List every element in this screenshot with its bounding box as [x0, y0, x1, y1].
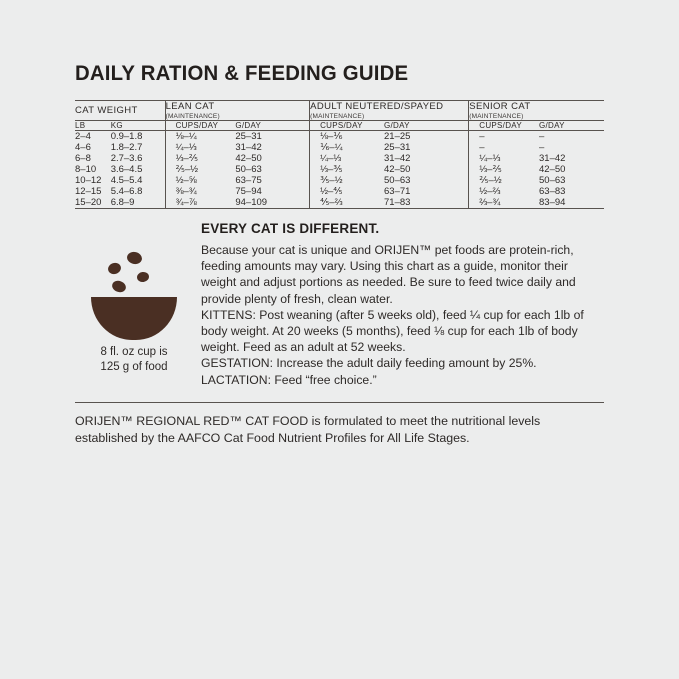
cell-lean-g: 75–94 — [235, 186, 262, 197]
kibble-icon — [107, 261, 123, 275]
cell-senior-g: 83–94 — [539, 197, 566, 208]
table-row — [75, 153, 604, 164]
cell-lean-cups: ⅜–¾ — [165, 186, 235, 197]
group-header-adult-neutered-spayed: ADULT NEUTERED/SPAYED (MAINTENANCE) — [310, 101, 469, 121]
column-header-adult-g-day: G/DAY — [384, 121, 469, 131]
group-header-lean-cat: LEAN CAT (MAINTENANCE) — [165, 101, 310, 121]
cell-senior-cups: ½–⅔ — [469, 186, 539, 197]
cell-adult-cups: ⅘–⅔ — [310, 197, 384, 209]
table-row — [75, 131, 604, 143]
cell-kg: 4.5–5.4 — [110, 175, 143, 186]
cell-senior-cups: – — [469, 131, 539, 143]
cell-senior-g: – — [539, 131, 604, 143]
cell-lb: 2–4 — [75, 131, 111, 143]
cell-senior-g: 31–42 — [539, 153, 566, 164]
cell-senior-cups: ⅖–½ — [469, 175, 539, 186]
cell-lean-g: 42–50 — [235, 153, 262, 164]
cell-lean-g: 94–109 — [235, 197, 268, 208]
every-cat-paragraph: Because your cat is unique and ORIJEN™ pet foods are protein-rich, feeding amounts may vary. Using this chart as a guide, monitor their weight and adjust portions as needed. Be sure to feed twice daily and provide plenty of fresh, clean water. — [201, 243, 576, 306]
cell-lean-g: 25–31 — [235, 131, 309, 143]
daily-ration-table — [75, 100, 604, 209]
column-header-senior-g-day: G/DAY — [539, 121, 604, 131]
cell-lean-cups: ⅖–½ — [165, 164, 235, 175]
cell-adult-g: 42–50 — [384, 164, 411, 175]
gestation-paragraph: GESTATION: Increase the adult daily feeding amount by 25%. — [201, 356, 537, 371]
cell-lb: 10–12 — [75, 175, 102, 186]
footer-divider — [75, 402, 604, 403]
cell-lean-cups: ¼–⅓ — [165, 142, 235, 153]
cell-lean-cups: ⅛–¼ — [165, 131, 235, 143]
lactation-paragraph: LACTATION: Feed “free choice.” — [201, 372, 377, 387]
cup-measure-line1: 8 fl. oz cup is — [100, 346, 168, 358]
cell-senior-cups: ⅔–¾ — [469, 197, 539, 209]
cell-lean-cups: ½–⅝ — [165, 175, 235, 186]
cell-adult-g: 50–63 — [384, 175, 411, 186]
column-header-lb: LB — [75, 121, 111, 131]
kibble-icon — [136, 271, 149, 283]
table-row — [75, 186, 604, 197]
cell-lb: 6–8 — [75, 153, 91, 164]
cell-senior-cups: ¼–⅓ — [469, 153, 539, 164]
cell-kg: 5.4–6.8 — [110, 186, 143, 197]
column-header-lean-g-day: G/DAY — [235, 121, 309, 131]
cell-adult-cups: ⅛–⅙ — [310, 131, 384, 143]
group-header-cat-weight: CAT WEIGHT — [75, 101, 165, 121]
every-cat-section — [75, 221, 604, 388]
cell-adult-cups: ⅓–⅗ — [310, 164, 384, 175]
cup-measure-line2: 125 g of food — [100, 361, 168, 373]
cell-adult-g: 25–31 — [384, 142, 411, 153]
cell-senior-g: 50–63 — [539, 175, 566, 186]
cell-lean-cups: ¾–⅞ — [165, 197, 235, 209]
table-body — [75, 131, 604, 209]
cell-senior-g: – — [539, 142, 545, 153]
kibble-icon — [126, 251, 143, 266]
cup-measure-caption — [75, 345, 193, 375]
cup-measure-block — [75, 221, 193, 388]
group-header-senior-cat: SENIOR CAT (MAINTENANCE) — [469, 101, 604, 121]
cell-senior-cups: – — [469, 142, 539, 153]
kibble-icon — [111, 279, 128, 294]
bowl-shape — [91, 297, 177, 340]
column-header-kg: KG — [111, 121, 165, 131]
cell-adult-g: 31–42 — [384, 153, 411, 164]
cell-kg: 1.8–2.7 — [110, 142, 143, 153]
cell-kg: 6.8–9 — [110, 197, 135, 208]
table-header — [75, 101, 604, 131]
cell-kg: 0.9–1.8 — [111, 131, 165, 143]
cell-adult-cups: ¼–⅓ — [310, 153, 384, 164]
table-row — [75, 175, 604, 186]
cell-adult-cups: ⅙–¼ — [310, 142, 384, 153]
table-row — [75, 164, 604, 175]
column-header-senior-cups-day: CUPS/DAY — [469, 121, 539, 131]
column-header-adult-cups-day: CUPS/DAY — [310, 121, 384, 131]
kittens-paragraph: KITTENS: Post weaning (after 5 weeks old), feed ¼ cup for each 1lb of body weight. At 20 weeks (5 months), feed ⅛ cup for each 1lb of body weight. Feed as an adult at 52 weeks. — [201, 307, 584, 355]
cell-adult-cups: ½–⅘ — [310, 186, 384, 197]
cell-kg: 2.7–3.6 — [110, 153, 143, 164]
cell-kg: 3.6–4.5 — [110, 164, 143, 175]
table-column-header-row — [75, 121, 604, 131]
cell-senior-cups: ⅓–⅖ — [469, 164, 539, 175]
aafco-statement: ORIJEN™ REGIONAL RED™ CAT FOOD is formulated to meet the nutritional levels established by the AAFCO Cat Food Nutrient Profiles for All Life Stages. — [75, 413, 541, 445]
cell-senior-g: 63–83 — [539, 186, 566, 197]
every-cat-heading: EVERY CAT IS DIFFERENT. — [201, 221, 380, 236]
food-bowl-icon — [82, 239, 186, 339]
cell-lean-g: 63–75 — [235, 175, 262, 186]
cell-lb: 12–15 — [75, 186, 102, 197]
cell-lean-g: 50–63 — [235, 164, 262, 175]
cell-lb: 8–10 — [75, 164, 97, 175]
column-header-lean-cups-day: CUPS/DAY — [165, 121, 235, 131]
table-row — [75, 197, 604, 209]
cell-adult-g: 21–25 — [384, 131, 469, 143]
cell-adult-cups: ⅗–½ — [310, 175, 384, 186]
cell-lb: 4–6 — [75, 142, 91, 153]
cell-adult-g: 71–83 — [384, 197, 411, 208]
cell-lean-g: 31–42 — [235, 142, 262, 153]
cell-adult-g: 63–71 — [384, 186, 411, 197]
every-cat-text — [193, 221, 604, 388]
table-row — [75, 142, 604, 153]
table-group-header-row — [75, 101, 604, 121]
cell-lb: 15–20 — [75, 197, 102, 208]
cell-senior-g: 42–50 — [539, 164, 566, 175]
cell-lean-cups: ⅓–⅖ — [165, 153, 235, 164]
page-title: DAILY RATION & FEEDING GUIDE — [75, 62, 409, 85]
